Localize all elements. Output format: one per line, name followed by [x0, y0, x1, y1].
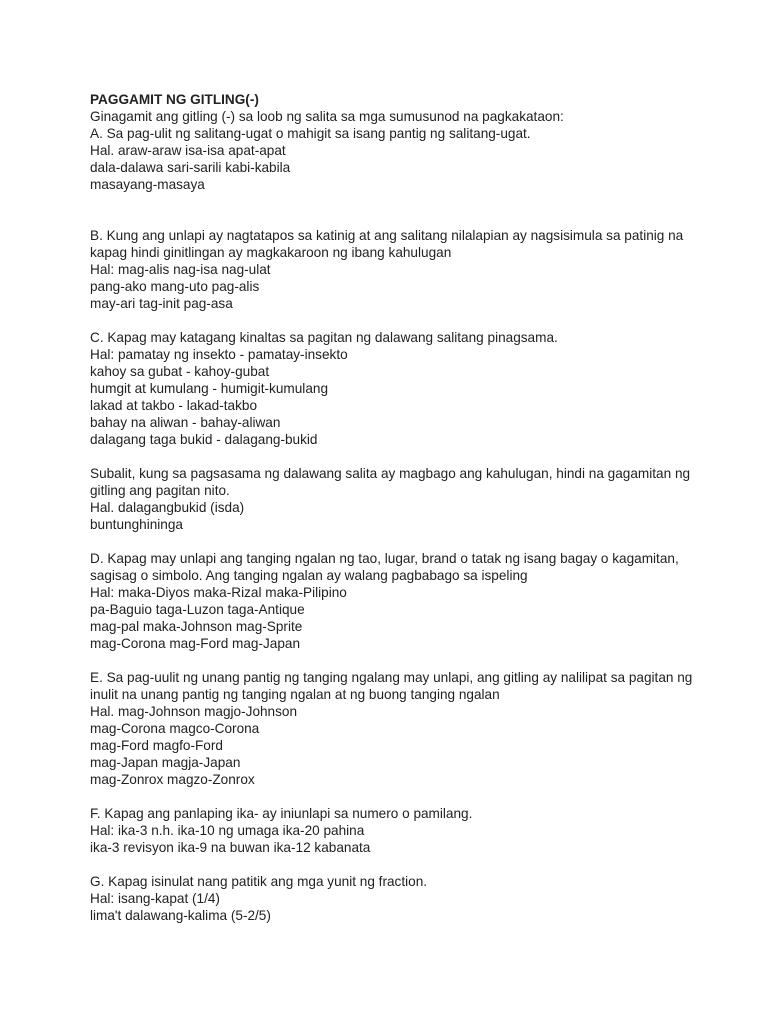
blank-line — [90, 448, 710, 465]
blank-line — [90, 533, 710, 550]
text-line: mag-Corona magco-Corona — [90, 721, 260, 736]
text-line: kahoy sa gubat - kahoy-gubat — [90, 364, 270, 379]
text-line: gitling ang pagitan nito. — [90, 483, 230, 498]
text-line: Subalit, kung sa pagsasama ng dalawang salita ay magbago ang kahulugan, hindi na gagamitan ng — [90, 466, 691, 481]
text-line: C. Kapag may katagang kinaltas sa pagitan ng dalawang salitang pinagsama. — [90, 330, 558, 345]
text-line: masayang-masaya — [90, 177, 205, 192]
text-line: mag-Corona mag-Ford mag-Japan — [90, 636, 301, 651]
blank-line — [90, 856, 710, 873]
text-line: Hal. araw-araw isa-isa apat-apat — [90, 143, 286, 158]
text-line: kapag hindi ginitlingan ay magkakaroon ng ibang kahulugan — [90, 245, 452, 260]
text-line: ika-3 revisyon ika-9 na buwan ika-12 kabanata — [90, 840, 371, 855]
text-line: E. Sa pag-uulit ng unang pantig ng tanging ngalang may unlapi, ang gitling ay nalilipat sa pagitan ng — [90, 670, 693, 685]
document-body — [90, 91, 710, 924]
blank-line — [90, 193, 710, 210]
text-line: may-ari tag-init pag-asa — [90, 296, 233, 311]
text-line: F. Kapag ang panlaping ika- ay iniunlapi sa numero o pamilang. — [90, 806, 473, 821]
text-line: mag-Zonrox magzo-Zonrox — [90, 772, 255, 787]
text-line: dala-dalawa sari-sarili kabi-kabila — [90, 160, 291, 175]
text-line: G. Kapag isinulat nang patitik ang mga yunit ng fraction. — [90, 874, 428, 889]
text-line: B. Kung ang unlapi ay nagtatapos sa katinig at ang salitang nilalapian ay nagsisimula sa patinig na — [90, 228, 684, 243]
text-line: bahay na aliwan - bahay-aliwan — [90, 415, 281, 430]
text-line: Hal: isang-kapat (1/4) — [90, 891, 220, 906]
text-line: pang-ako mang-uto pag-alis — [90, 279, 260, 294]
text-line: Hal: pamatay ng insekto - pamatay-insekto — [90, 347, 348, 362]
text-line: humgit at kumulang - humigit-kumulang — [90, 381, 329, 396]
text-line: buntunghininga — [90, 517, 183, 532]
blank-line — [90, 312, 710, 329]
text-line: Hal. mag-Johnson magjo-Johnson — [90, 704, 298, 719]
text-line: Hal: mag-alis nag-isa nag-ulat — [90, 262, 271, 277]
document-title: PAGGAMIT NG GITLING(-) — [90, 92, 259, 107]
text-line: lima't dalawang-kalima (5-2/5) — [90, 908, 271, 923]
text-line: mag-Ford magfo-Ford — [90, 738, 223, 753]
text-line: mag-pal maka-Johnson mag-Sprite — [90, 619, 303, 634]
text-line: D. Kapag may unlapi ang tanging ngalan ng tao, lugar, brand o tatak ng isang bagay o kagamitan, — [90, 551, 679, 566]
text-line: inulit na unang pantig ng tanging ngalan at ng buong tanging ngalan — [90, 687, 500, 702]
text-line: mag-Japan magja-Japan — [90, 755, 241, 770]
text-line: A. Sa pag-ulit ng salitang-ugat o mahigit sa isang pantig ng salitang-ugat. — [90, 126, 531, 141]
text-line: dalagang taga bukid - dalagang-bukid — [90, 432, 318, 447]
text-line: Ginagamit ang gitling (-) sa loob ng salita sa mga sumusunod na pagkakataon: — [90, 109, 564, 124]
text-line: lakad at takbo - lakad-takbo — [90, 398, 258, 413]
blank-line — [90, 788, 710, 805]
blank-line — [90, 210, 710, 227]
blank-line — [90, 652, 710, 669]
text-line: Hal: maka-Diyos maka-Rizal maka-Pilipino — [90, 585, 347, 600]
text-line: Hal. dalagangbukid (isda) — [90, 500, 245, 515]
text-line: Hal: ika-3 n.h. ika-10 ng umaga ika-20 pahina — [90, 823, 365, 838]
text-line: sagisag o simbolo. Ang tanging ngalan ay walang pagbabago sa ispeling — [90, 568, 528, 583]
text-line: pa-Baguio taga-Luzon taga-Antique — [90, 602, 305, 617]
